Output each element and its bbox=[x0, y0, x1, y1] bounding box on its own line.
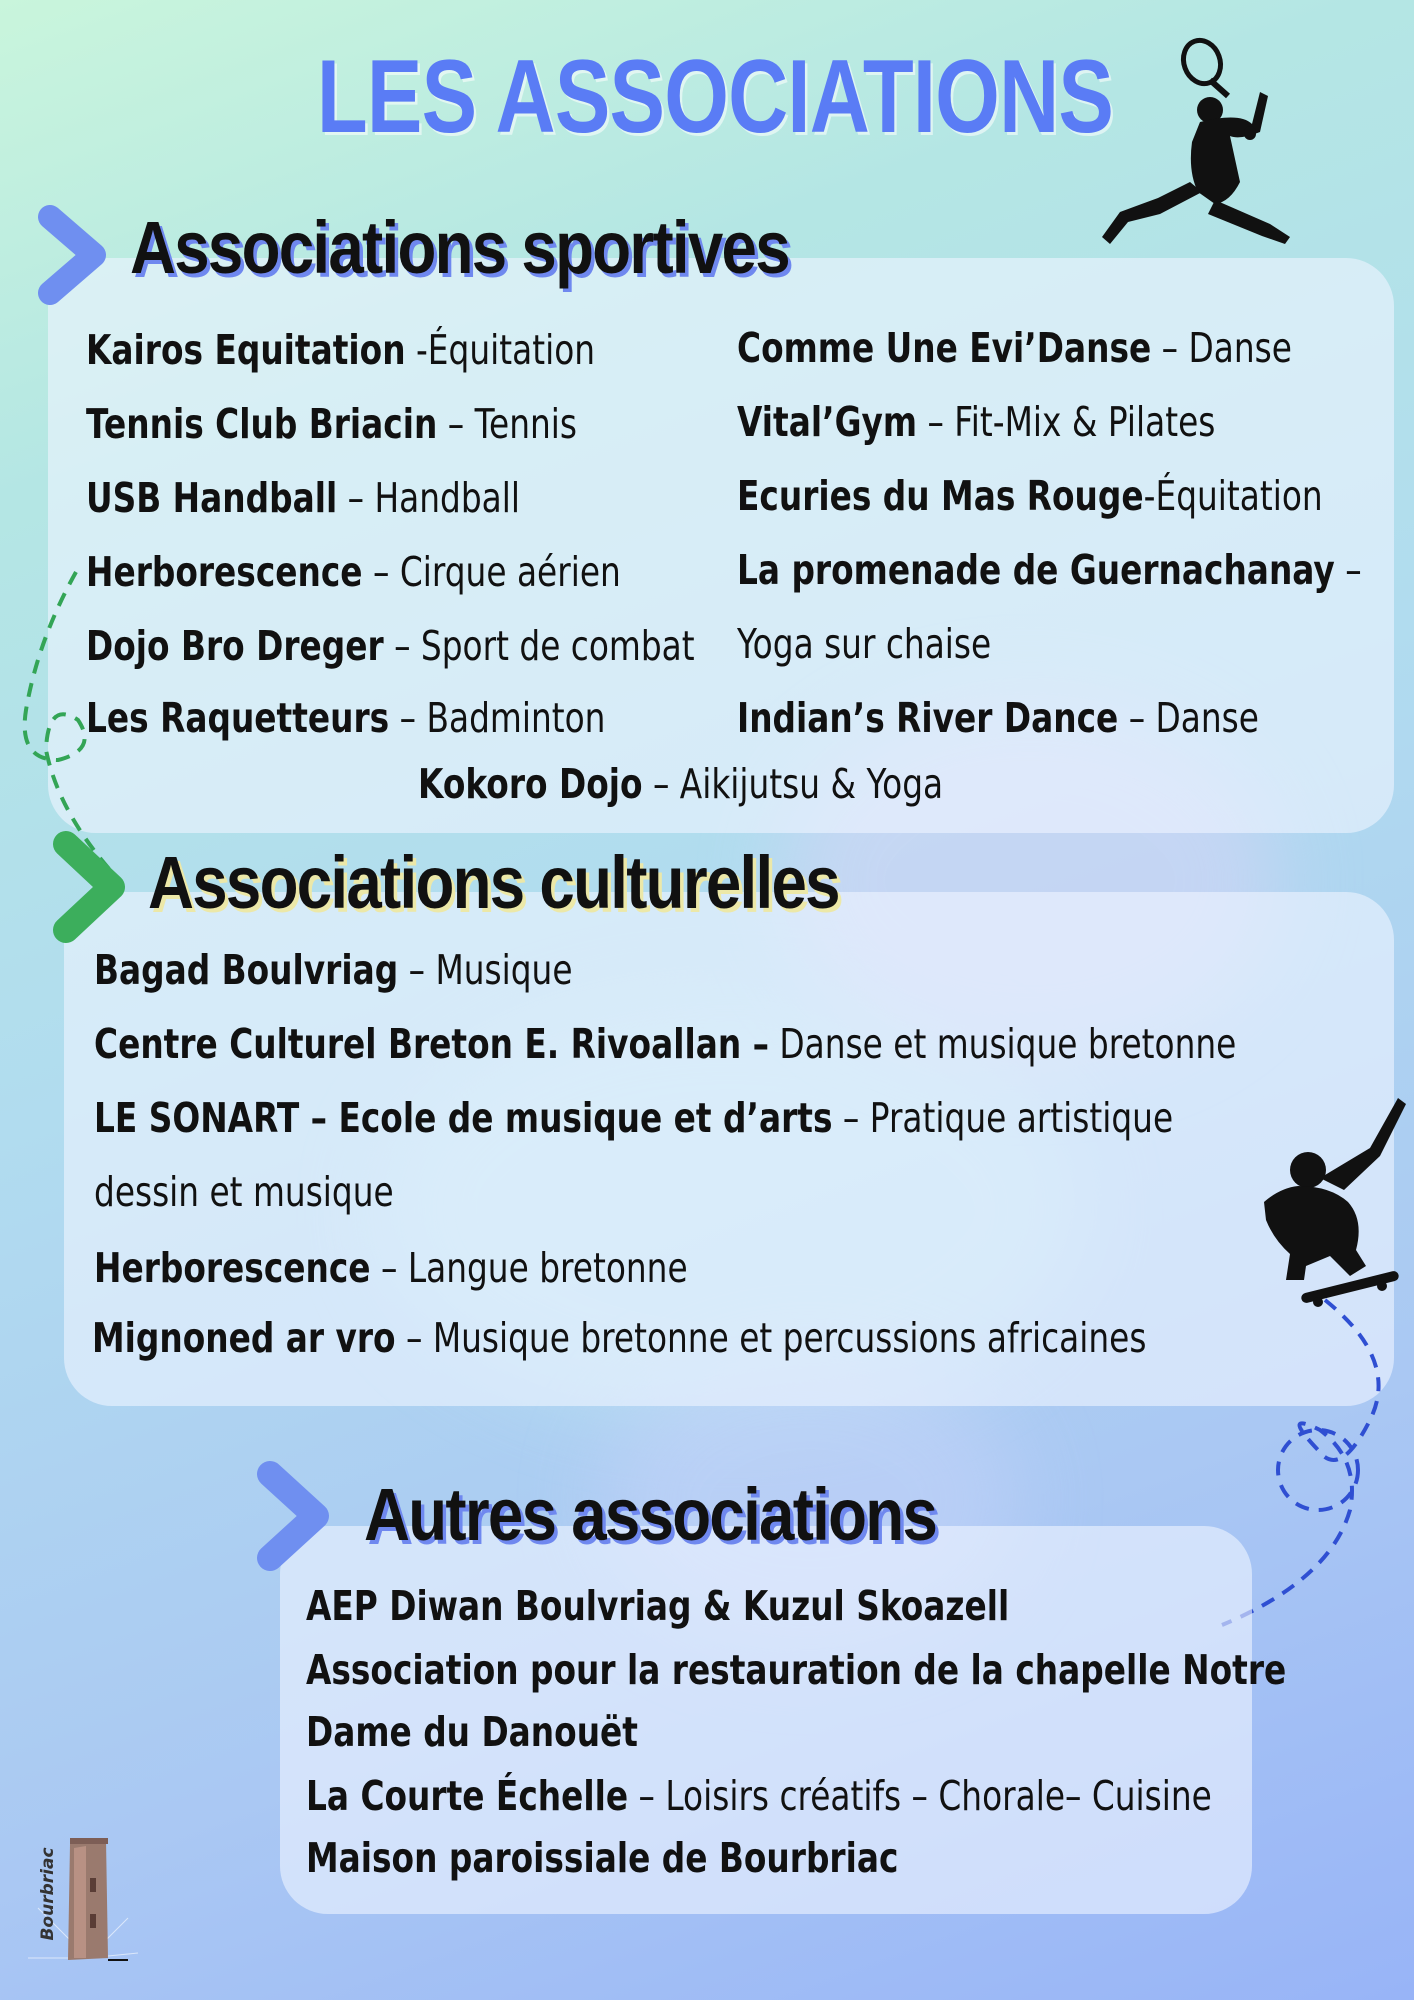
list-item: La promenade de Guernachanay – bbox=[737, 546, 1362, 594]
list-item: Kairos Equitation -Équitation bbox=[86, 326, 596, 374]
list-item: Maison paroissiale de Bourbriac bbox=[306, 1834, 899, 1882]
list-item: Les Raquetteurs – Badminton bbox=[86, 694, 606, 742]
list-item: Herborescence – Langue bretonne bbox=[94, 1244, 688, 1292]
list-item: dessin et musique bbox=[94, 1168, 394, 1216]
logo-text: Bourbriac bbox=[38, 1847, 58, 1941]
section-heading-culture: Associations culturelles bbox=[148, 841, 839, 924]
list-item: Tennis Club Briacin – Tennis bbox=[86, 400, 577, 448]
list-item: Bagad Boulvriag – Musique bbox=[94, 946, 573, 994]
section-heading-others: Autres associations bbox=[364, 1473, 937, 1556]
list-item-center: Kokoro Dojo – Aikijutsu & Yoga bbox=[418, 760, 944, 808]
list-item: LE SONART – Ecole de musique et d’arts – Pratique artistique bbox=[94, 1094, 1174, 1142]
list-item: Vital’Gym – Fit-Mix & Pilates bbox=[737, 398, 1216, 446]
section-heading-sports: Associations sportives bbox=[130, 206, 789, 289]
list-item: Centre Culturel Breton E. Rivoallan – Danse et musique bretonne bbox=[94, 1020, 1237, 1068]
list-item: Association pour la restauration de la chapelle Notre bbox=[306, 1646, 1287, 1694]
list-item: Ecuries du Mas Rouge-Équitation bbox=[737, 472, 1323, 520]
list-item: Indian’s River Dance – Danse bbox=[737, 694, 1259, 742]
list-item: Yoga sur chaise bbox=[737, 620, 992, 668]
skateboarder-icon bbox=[1260, 1090, 1410, 1310]
list-item: AEP Diwan Boulvriag & Kuzul Skoazell bbox=[306, 1582, 1010, 1630]
tower-logo bbox=[28, 1818, 138, 1968]
list-item: Dojo Bro Dreger – Sport de combat bbox=[86, 622, 695, 670]
page-title: LES ASSOCIATIONS bbox=[316, 39, 1114, 155]
list-item: La Courte Échelle – Loisirs créatifs – Chorale– Cuisine bbox=[306, 1772, 1212, 1820]
list-item: Mignoned ar vro – Musique bretonne et percussions africaines bbox=[92, 1314, 1147, 1362]
list-item: Comme Une Evi’Danse – Danse bbox=[737, 324, 1292, 372]
tennis-player-icon bbox=[1090, 32, 1310, 262]
chevron-right-icon bbox=[38, 205, 114, 305]
chevron-right-icon bbox=[256, 1460, 336, 1572]
list-item: USB Handball – Handball bbox=[86, 474, 520, 522]
list-item: Herborescence – Cirque aérien bbox=[86, 548, 621, 596]
list-item: Dame du Danouët bbox=[306, 1708, 638, 1756]
chevron-right-icon bbox=[52, 830, 132, 944]
